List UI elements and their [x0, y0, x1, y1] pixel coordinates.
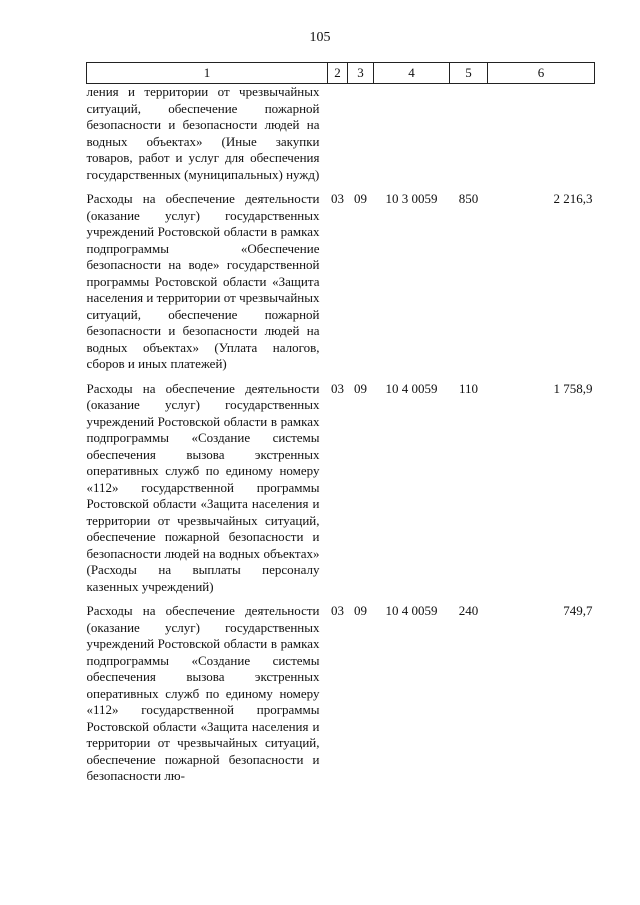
column-header-6: 6: [488, 63, 595, 84]
table-header-row: [87, 63, 595, 84]
row-subsection: 09: [354, 191, 367, 206]
page-number: 105: [309, 30, 331, 45]
row-description: ления и территории от чрезвычайных ситуаций, обеспечение пожарной безопасности и безопасности людей на водных объектах» (Иные закупки товаров, работ и услуг для обеспечения государственных (муниципальных) нужд): [86, 84, 320, 182]
column-header-2: 2: [328, 63, 348, 84]
row-subsection: 09: [354, 603, 367, 618]
row-subsection: 09: [354, 380, 367, 396]
column-header-5: 5: [450, 63, 488, 84]
column-header-1: 1: [87, 63, 328, 84]
row-expense-type: 110: [458, 380, 479, 396]
row-target-article: 10 3 0059: [385, 191, 438, 206]
row-amount: 2 216,3: [553, 191, 593, 206]
row-target-article: 10 4 0059: [385, 380, 438, 396]
budget-table: [86, 62, 595, 793]
table-row: [87, 191, 595, 381]
row-description: Расходы на обеспечение деятельности (оказание услуг) государственных учреждений Ростовской области в рамках подпрограммы «Создание системы обеспечения вызова экстренных оперативных служб по единому номеру «112» государственной программы Ростовской области «Защита населения и территории от чрезвычайных ситуаций, обеспечение пожарной безопасности и безопасности людей на водных объектах» (Расходы на выплаты персоналу казенных учреждений): [86, 380, 320, 594]
table-row: [87, 603, 595, 793]
row-amount: [488, 84, 595, 192]
row-section: [328, 84, 348, 192]
row-expense-type: 850: [458, 191, 479, 206]
row-target-article: [374, 84, 450, 192]
row-target-article: 10 4 0059: [385, 603, 438, 618]
column-header-4: 4: [374, 63, 450, 84]
row-subsection: [348, 84, 374, 192]
row-description: Расходы на обеспечение деятельности (оказание услуг) государственных учреждений Ростовской области в рамках подпрограммы «Обеспечение безопасности на воде» государственной программы Ростовской области «Защита населения и территории от чрезвычайных ситуаций, обеспечение пожарной безопасности и безопасности людей на водных объектах» (Уплата налогов, сборов и иных платежей): [86, 191, 320, 371]
row-section: 03: [331, 191, 344, 206]
row-section: 03: [331, 380, 344, 396]
table-row: [87, 84, 595, 192]
row-expense-type: 240: [458, 603, 479, 618]
row-section: 03: [331, 603, 344, 618]
row-amount: 1 758,9: [553, 380, 593, 396]
row-expense-type: [450, 84, 488, 192]
column-header-3: 3: [348, 63, 374, 84]
table-row: [87, 381, 595, 604]
row-amount: 749,7: [563, 603, 593, 618]
row-description: Расходы на обеспечение деятельности (оказание услуг) государственных учреждений Ростовской области в рамках подпрограммы «Создание системы обеспечения вызова экстренных оперативных служб по единому номеру «112» государственной программы Ростовской области «Защита населения и территории от чрезвычайных ситуаций, обеспечение пожарной безопасности и безопасности лю-: [86, 603, 320, 783]
